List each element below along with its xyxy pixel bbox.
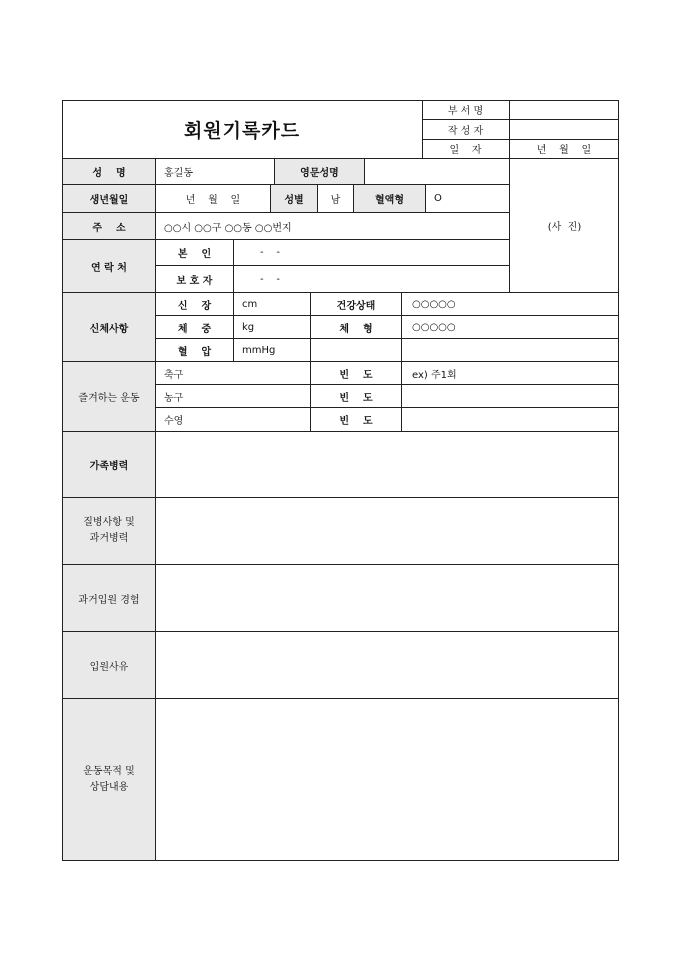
exercise-goal-line-1: 운동목적 및 [83,765,135,777]
body-type-value[interactable]: ○○○○○ [412,321,456,333]
body-info-label: 신체사항 [63,293,155,361]
frequency-label: 빈 도 [339,392,373,404]
contact-self-label: 본 인 [177,249,212,260]
disease-history-line-1: 질병사항 및 [83,517,135,528]
blood-type-label: 혈액형 [354,185,425,212]
address-value[interactable]: ○○시 ○○구 ○○동 ○○번지 [164,222,292,234]
family-history-field[interactable] [156,432,619,497]
frequency-value[interactable]: ex) 주1회 [412,369,457,381]
sport-name[interactable]: 농구 [164,392,184,404]
family-history-label: 가족병력 [63,432,155,497]
disease-history-label [63,498,155,564]
disease-history-field[interactable] [156,498,619,564]
photo-area[interactable]: (사 진) [547,222,582,233]
birthdate-label: 생년월일 [63,185,155,212]
admission-reason-label: 입원사유 [63,632,155,698]
weight-value[interactable]: kg [242,321,255,333]
gender-value[interactable]: 남 [330,195,341,206]
contact-guardian-value[interactable]: - - [260,273,280,285]
blood-pressure-label: 혈 압 [177,346,212,358]
exercise-goal-line-2: 상담내용 [89,781,129,793]
sport-name[interactable]: 수영 [164,416,184,427]
hospitalization-history-field[interactable] [156,565,619,631]
body-type-label: 체 형 [339,323,373,335]
frequency-value[interactable] [402,385,619,407]
frequency-label: 빈 도 [339,369,373,381]
weight-label: 체 중 [177,323,212,335]
exercise-goal-label [63,699,155,860]
gender-label: 성별 [271,185,317,212]
page-title: 회원기록카드 [183,119,301,142]
favorite-sports-label: 즐겨하는 운동 [63,362,155,431]
date-label: 일 자 [449,145,482,156]
health-status-value[interactable]: ○○○○○ [412,298,456,310]
height-label: 신 장 [177,300,212,312]
disease-history-line-2: 과거병력 [89,533,129,544]
health-status-label: 건강상태 [336,300,376,312]
english-name-value[interactable] [365,159,509,184]
sport-name[interactable]: 축구 [164,369,184,381]
dept-label: 부 서 명 [447,106,484,117]
dept-field[interactable] [509,100,619,119]
contact-self-value[interactable]: - - [260,247,280,258]
author-field[interactable] [509,119,619,139]
address-label: 주 소 [63,213,155,239]
exercise-goal-field[interactable] [156,699,619,860]
english-name-label: 영문성명 [275,159,364,184]
contact-guardian-label: 보 호 자 [176,275,213,287]
hospitalization-history-label: 과거입원 경험 [63,565,155,631]
admission-reason-field[interactable] [156,632,619,698]
contact-label: 연 락 처 [63,240,155,292]
author-label: 작 성 자 [447,125,484,137]
height-value[interactable]: cm [242,298,258,310]
blood-pressure-value[interactable]: mmHg [242,344,276,356]
name-label: 성 명 [63,159,155,184]
blood-type-value[interactable]: O [434,193,442,204]
birthdate-value[interactable]: 년 월 일 [185,195,241,206]
frequency-value[interactable] [402,408,619,431]
date-field[interactable]: 년 월 일 [536,145,592,156]
name-value[interactable]: 홍길동 [164,168,193,179]
frequency-label: 빈 도 [339,416,373,427]
